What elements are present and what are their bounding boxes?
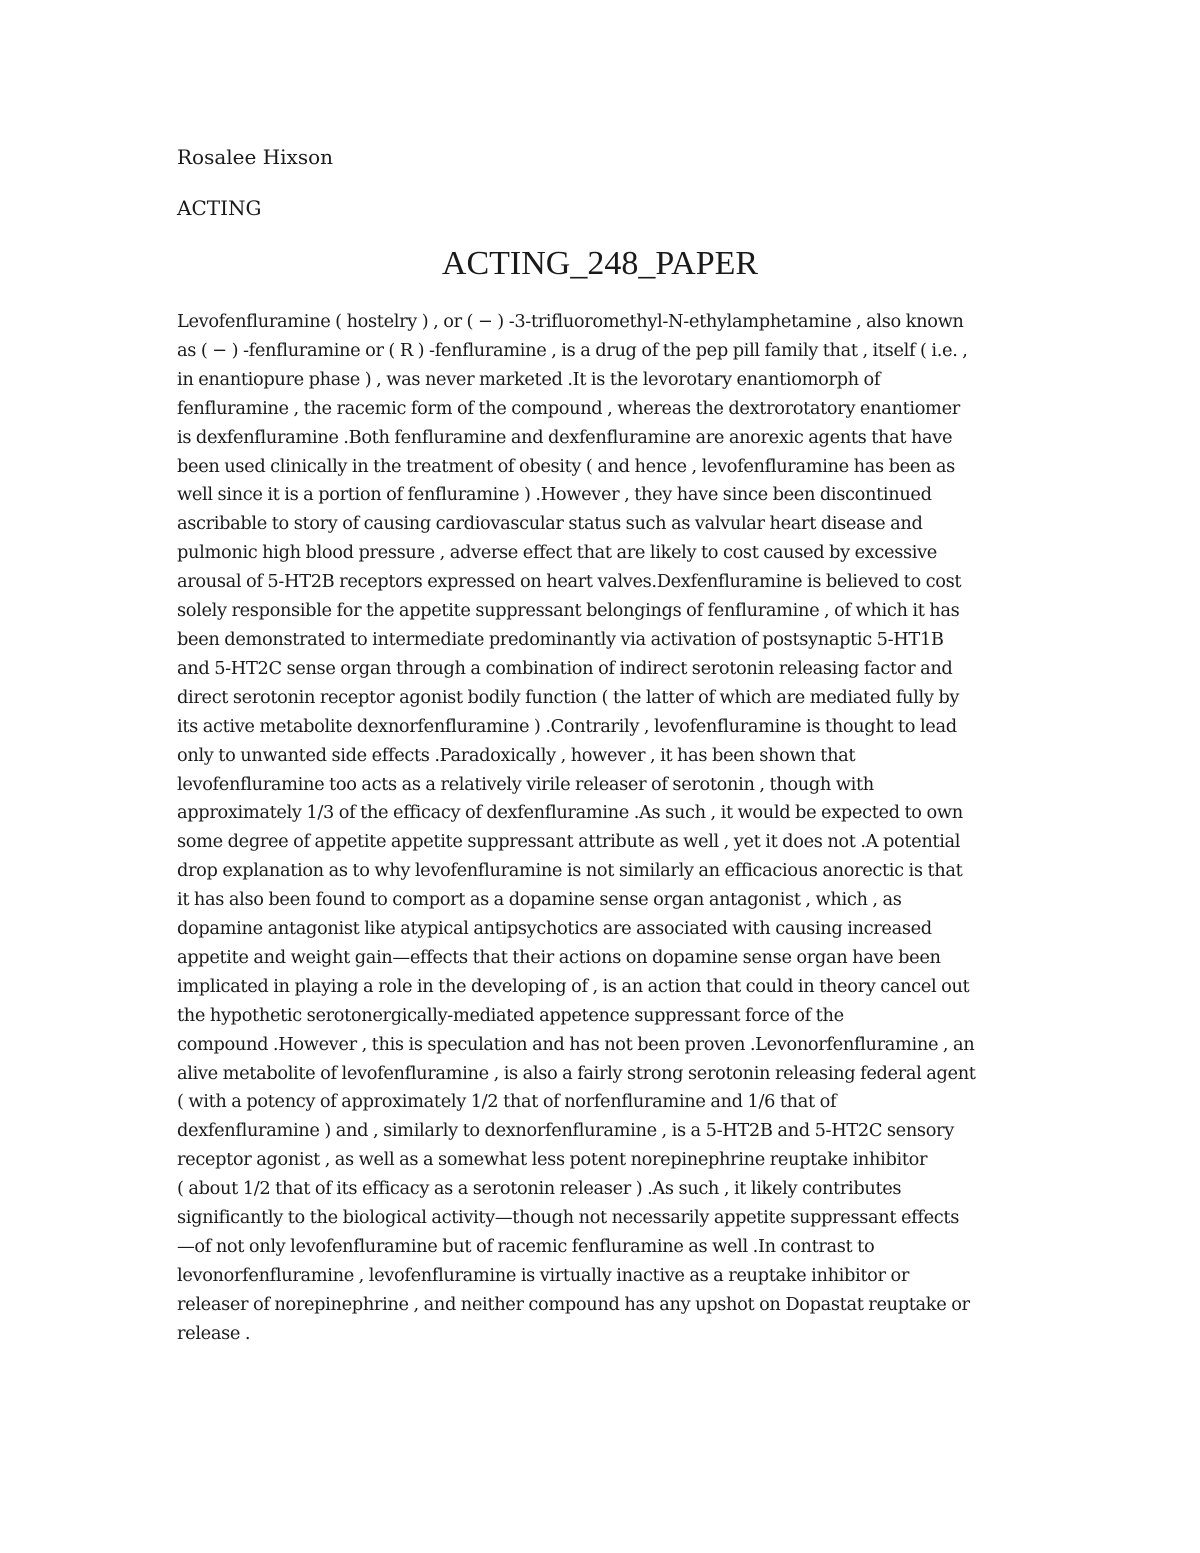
- body-text-line: —of not only levofenfluramine but of racemic fenfluramine as well .In contrast to: [177, 1236, 875, 1257]
- body-text-line: the hypothetic serotonergically-mediated appetence suppressant force of the: [177, 1004, 844, 1026]
- body-text-line: levonorfenfluramine , levofenfluramine is virtually inactive as a reuptake inhibitor or: [177, 1264, 909, 1286]
- body-text-line: alive metabolite of levofenfluramine , is also a fairly strong serotonin releasing federal agent: [177, 1062, 976, 1084]
- body-text-line: been demonstrated to intermediate predominantly via activation of postsynaptic 5-HT1B: [177, 628, 944, 650]
- body-text-line: appetite and weight gain—effects that their actions on dopamine sense organ have been: [177, 946, 941, 968]
- body-text-line: its active metabolite dexnorfenfluramine ) .Contrarily , levofenfluramine is thought to lead: [177, 715, 957, 737]
- body-text-line: ascribable to story of causing cardiovascular status such as valvular heart disease and: [177, 513, 923, 535]
- body-text-line: as ( − ) -fenfluramine or ( R ) -fenfluramine , is a drug of the pep pill family that , itself ( i.e. ,: [177, 339, 968, 361]
- body-text-line: implicated in playing a role in the developing of , is an action that could in theory cancel out: [177, 975, 970, 997]
- body-text-line: compound .However , this is speculation and has not been proven .Levonorfenfluramine , an: [177, 1033, 975, 1055]
- body-text-line: only to unwanted side effects .Paradoxically , however , it has been shown that: [177, 744, 856, 766]
- body-text-line: dexfenfluramine ) and , similarly to dexnorfenfluramine , is a 5-HT2B and 5-HT2C sensory: [177, 1120, 954, 1142]
- body-text-line: it has also been found to comport as a dopamine sense organ antagonist , which , as: [177, 889, 902, 911]
- body-text-line: direct serotonin receptor agonist bodily function ( the latter of which are mediated fully by: [177, 686, 960, 708]
- body-text-line: significantly to the biological activity—though not necessarily appetite suppressant effects: [177, 1207, 959, 1229]
- body-text-line: release .: [177, 1322, 251, 1344]
- course-name: ACTING: [177, 196, 262, 220]
- body-text-line: levofenfluramine too acts as a relatively virile releaser of serotonin , though with: [177, 773, 874, 795]
- body-text-line: arousal of 5-HT2B receptors expressed on heart valves.Dexfenfluramine is believed to cost: [177, 571, 962, 593]
- body-text-line: drop explanation as to why levofenfluramine is not similarly an efficacious anorectic is that: [177, 860, 963, 882]
- body-text-line: in enantiopure phase ) , was never marketed .It is the levorotary enantiomorph of: [177, 368, 881, 390]
- author-name: Rosalee Hixson: [177, 145, 334, 169]
- body-text-line: ( with a potency of approximately 1/2 that of norfenfluramine and 1/6 that of: [177, 1091, 837, 1113]
- body-text-line: and 5-HT2C sense organ through a combination of indirect serotonin releasing factor and: [177, 657, 953, 679]
- body-text-line: Levofenfluramine ( hostelry ) , or ( − ) -3-trifluoromethyl-N-ethylamphetamine , also known: [177, 311, 964, 332]
- body-text-line: been used clinically in the treatment of obesity ( and hence , levofenfluramine has been as: [177, 455, 955, 477]
- body-text-line: pulmonic high blood pressure , adverse effect that are likely to cost caused by excessive: [177, 542, 937, 564]
- body-text-line: ( about 1/2 that of its efficacy as a serotonin releaser ) .As such , it likely contributes: [177, 1178, 902, 1200]
- document-title: ACTING_248_PAPER: [441, 245, 759, 282]
- body-text-line: receptor agonist , as well as a somewhat less potent norepinephrine reuptake inhibitor: [177, 1149, 928, 1171]
- body-text-line: approximately 1/3 of the efficacy of dexfenfluramine .As such , it would be expected to own: [177, 802, 963, 824]
- body-text-line: solely responsible for the appetite suppressant belongings of fenfluramine , of which it has: [177, 600, 960, 622]
- body-text-line: dopamine antagonist like atypical antipsychotics are associated with causing increased: [177, 918, 932, 940]
- body-text-line: is dexfenfluramine .Both fenfluramine and dexfenfluramine are anorexic agents that have: [177, 426, 953, 448]
- body-text-line: fenfluramine , the racemic form of the compound , whereas the dextrorotatory enantiomer: [177, 397, 960, 419]
- body-text-line: well since it is a portion of fenfluramine ) .However , they have since been discontinued: [177, 484, 932, 506]
- body-text-line: some degree of appetite appetite suppressant attribute as well , yet it does not .A potential: [177, 831, 961, 853]
- body-paragraph: [177, 308, 1027, 1349]
- body-text-line: releaser of norepinephrine , and neither compound has any upshot on Dopastat reuptake or: [177, 1293, 970, 1315]
